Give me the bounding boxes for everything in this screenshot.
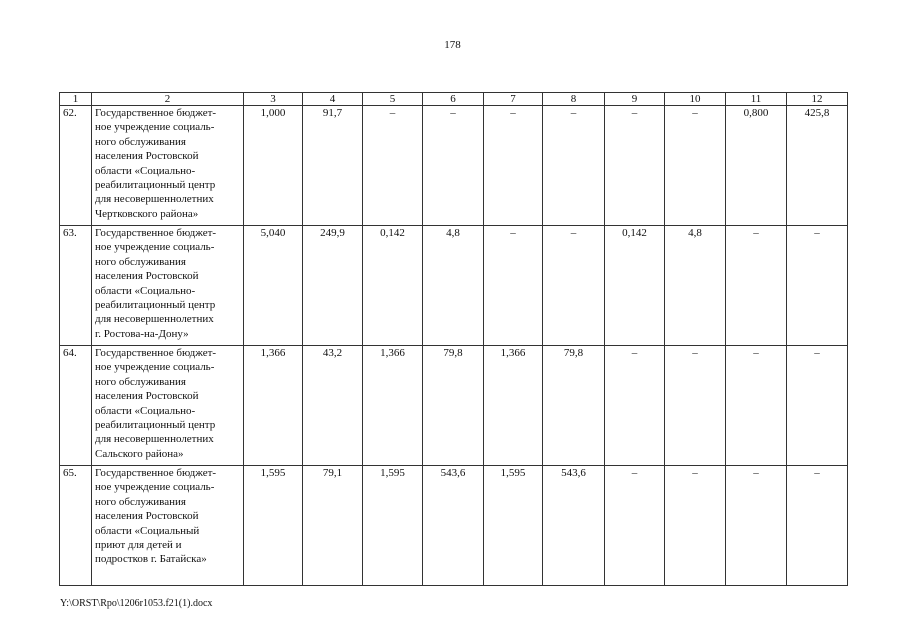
row-number-cell: 64. bbox=[60, 346, 92, 466]
value-cell: 91,7 bbox=[303, 106, 363, 226]
value-cell: – bbox=[726, 226, 787, 346]
value-cell: – bbox=[543, 106, 605, 226]
table-row bbox=[60, 346, 848, 466]
table-row bbox=[60, 106, 848, 226]
value-cell: 0,142 bbox=[605, 226, 665, 346]
institution-name-cell: Государственное бюджет- ное учреждение социаль- ного обслуживания населения Ростовской области «Социальный приют для детей и подростков г. Батайска» bbox=[92, 466, 244, 586]
column-header: 7 bbox=[484, 93, 543, 106]
value-cell: – bbox=[605, 466, 665, 586]
value-cell: – bbox=[787, 466, 848, 586]
institution-name-cell: Государственное бюджет- ное учреждение социаль- ного обслуживания населения Ростовской области «Социально- реабилитационный центр для несовершеннолетних Чертковского района» bbox=[92, 106, 244, 226]
column-header: 1 bbox=[60, 93, 92, 106]
value-cell: – bbox=[605, 106, 665, 226]
value-cell: 1,000 bbox=[244, 106, 303, 226]
data-table bbox=[59, 92, 848, 586]
value-cell: 425,8 bbox=[787, 106, 848, 226]
column-header: 12 bbox=[787, 93, 848, 106]
value-cell: – bbox=[363, 106, 423, 226]
column-header: 8 bbox=[543, 93, 605, 106]
value-cell: – bbox=[665, 346, 726, 466]
column-header: 3 bbox=[244, 93, 303, 106]
value-cell: – bbox=[665, 466, 726, 586]
table-row bbox=[60, 466, 848, 586]
value-cell: 43,2 bbox=[303, 346, 363, 466]
footer-file-path: Y:\ORST\Rpo\1206r1053.f21(1).docx bbox=[60, 598, 213, 609]
column-header: 5 bbox=[363, 93, 423, 106]
value-cell: – bbox=[726, 466, 787, 586]
institution-name-cell: Государственное бюджет- ное учреждение социаль- ного обслуживания населения Ростовской области «Социально- реабилитационный центр для несовершеннолетних г. Ростова-на-Дону» bbox=[92, 226, 244, 346]
value-cell: 1,595 bbox=[484, 466, 543, 586]
value-cell: 1,366 bbox=[363, 346, 423, 466]
value-cell: 79,8 bbox=[543, 346, 605, 466]
value-cell: 79,8 bbox=[423, 346, 484, 466]
value-cell: 1,366 bbox=[244, 346, 303, 466]
value-cell: – bbox=[726, 346, 787, 466]
column-header: 11 bbox=[726, 93, 787, 106]
value-cell: 4,8 bbox=[665, 226, 726, 346]
column-header: 4 bbox=[303, 93, 363, 106]
value-cell: 0,800 bbox=[726, 106, 787, 226]
value-cell: – bbox=[605, 346, 665, 466]
page-number: 178 bbox=[444, 39, 461, 51]
value-cell: – bbox=[423, 106, 484, 226]
value-cell: – bbox=[787, 226, 848, 346]
value-cell: 249,9 bbox=[303, 226, 363, 346]
value-cell: – bbox=[665, 106, 726, 226]
value-cell: – bbox=[484, 226, 543, 346]
value-cell: 4,8 bbox=[423, 226, 484, 346]
row-number-cell: 62. bbox=[60, 106, 92, 226]
value-cell: 0,142 bbox=[363, 226, 423, 346]
row-number-cell: 65. bbox=[60, 466, 92, 586]
column-header: 6 bbox=[423, 93, 484, 106]
value-cell: 543,6 bbox=[423, 466, 484, 586]
value-cell: – bbox=[787, 346, 848, 466]
column-header: 9 bbox=[605, 93, 665, 106]
value-cell: 1,366 bbox=[484, 346, 543, 466]
value-cell: 79,1 bbox=[303, 466, 363, 586]
row-number-cell: 63. bbox=[60, 226, 92, 346]
table-row bbox=[60, 226, 848, 346]
column-header: 2 bbox=[92, 93, 244, 106]
value-cell: 1,595 bbox=[244, 466, 303, 586]
value-cell: – bbox=[484, 106, 543, 226]
table-body bbox=[60, 93, 848, 586]
value-cell: 543,6 bbox=[543, 466, 605, 586]
value-cell: – bbox=[543, 226, 605, 346]
value-cell: 1,595 bbox=[363, 466, 423, 586]
institution-name-cell: Государственное бюджет- ное учреждение социаль- ного обслуживания населения Ростовской области «Социально- реабилитационный центр для несовершеннолетних Сальского района» bbox=[92, 346, 244, 466]
value-cell: 5,040 bbox=[244, 226, 303, 346]
column-number-row bbox=[60, 93, 848, 106]
column-header: 10 bbox=[665, 93, 726, 106]
